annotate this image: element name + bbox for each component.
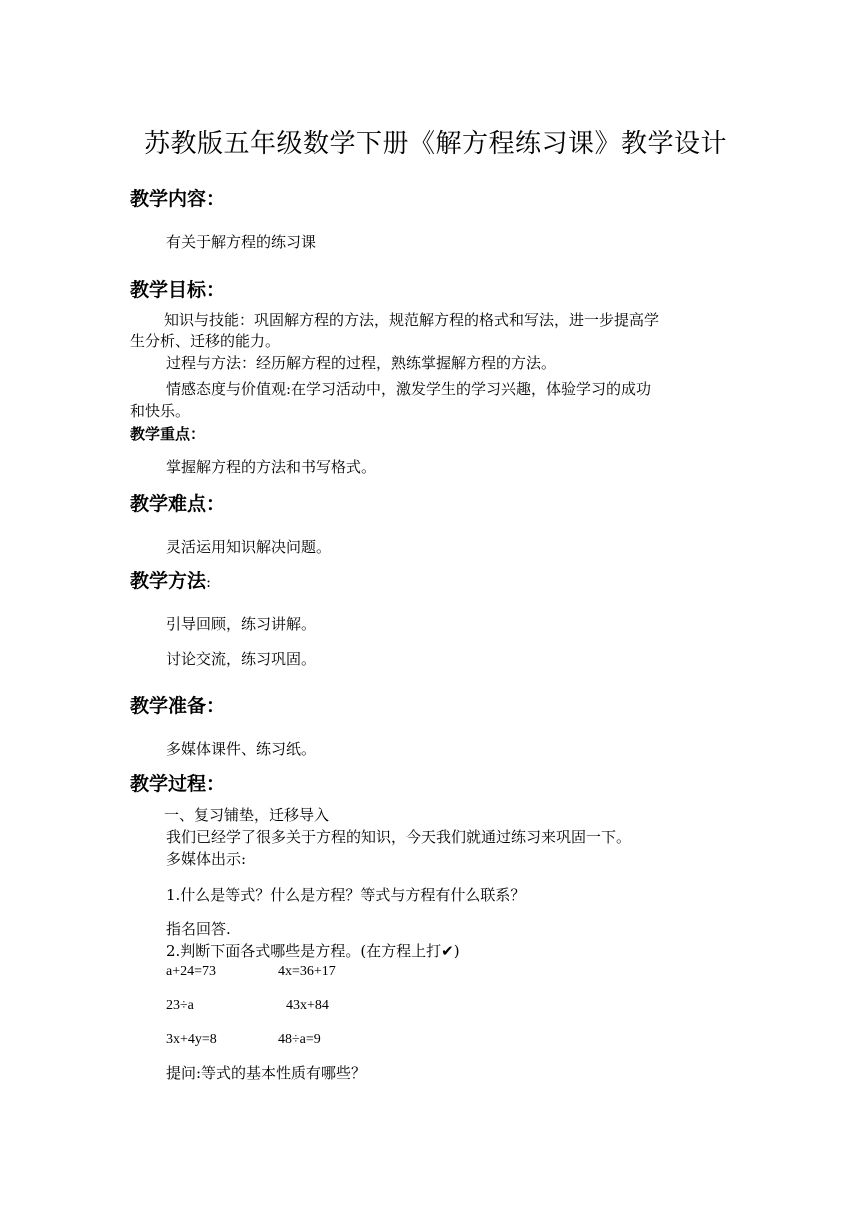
expression: a+24=73 bbox=[166, 964, 217, 979]
methods-heading-colon: : bbox=[206, 573, 212, 591]
goals-process: 过程与方法：经历解方程的过程，熟练掌握解方程的方法。 bbox=[166, 354, 557, 372]
content-text: 有关于解方程的练习课 bbox=[166, 233, 317, 251]
methods-heading bbox=[130, 566, 211, 593]
document-title: 苏教版五年级数学下册《解方程练习课》教学设计 bbox=[144, 129, 728, 159]
methods-heading-text: 教学方法 bbox=[130, 570, 207, 592]
goals-heading: 教学目标： bbox=[130, 279, 226, 301]
goals-knowledge-line2: 生分析、迁移的能力。 bbox=[130, 332, 281, 350]
procedure-answer: 指名回答. bbox=[166, 920, 231, 938]
expression: 4x=36+17 bbox=[278, 964, 336, 979]
goals-emotion-line1: 情感态度与价值观:在学习活动中，激发学生的学习兴趣，体验学习的成功 bbox=[166, 380, 652, 398]
goals-knowledge-line1: 知识与技能：巩固解方程的方法，规范解方程的格式和写法，进一步提高学 bbox=[164, 311, 660, 329]
preparation-heading: 教学准备： bbox=[130, 695, 226, 717]
procedure-question-1: 1.什么是等式？什么是方程？等式与方程有什么联系？ bbox=[166, 886, 526, 904]
expression: 3x+4y=8 bbox=[166, 1032, 217, 1047]
procedure-prompt-question: 提问:等式的基本性质有哪些？ bbox=[166, 1064, 367, 1082]
procedure-section-1: 一、复习铺垫，迁移导入 bbox=[164, 806, 330, 824]
goals-emotion-line2: 和快乐。 bbox=[130, 402, 191, 420]
preparation-text: 多媒体课件、练习纸。 bbox=[166, 740, 317, 758]
difficulties-text: 灵活运用知识解决问题。 bbox=[166, 538, 332, 556]
expression: 43x+84 bbox=[286, 998, 329, 1013]
procedure-intro: 我们已经学了很多关于方程的知识，今天我们就通过练习来巩固一下。 bbox=[166, 828, 632, 846]
difficulties-heading: 教学难点： bbox=[130, 493, 226, 515]
procedure-question-2: 2.判断下面各式哪些是方程。(在方程上打✔) bbox=[166, 942, 460, 960]
procedure-heading: 教学过程： bbox=[130, 773, 226, 795]
procedure-media: 多媒体出示: bbox=[166, 850, 247, 868]
content-heading: 教学内容： bbox=[130, 188, 226, 210]
key-points-text: 掌握解方程的方法和书写格式。 bbox=[166, 458, 377, 476]
methods-item-1: 引导回顾，练习讲解。 bbox=[166, 615, 317, 633]
expression: 48÷a=9 bbox=[278, 1032, 321, 1047]
key-points-heading: 教学重点： bbox=[130, 425, 206, 443]
expression: 23÷a bbox=[166, 998, 194, 1013]
methods-item-2: 讨论交流，练习巩固。 bbox=[166, 650, 317, 668]
